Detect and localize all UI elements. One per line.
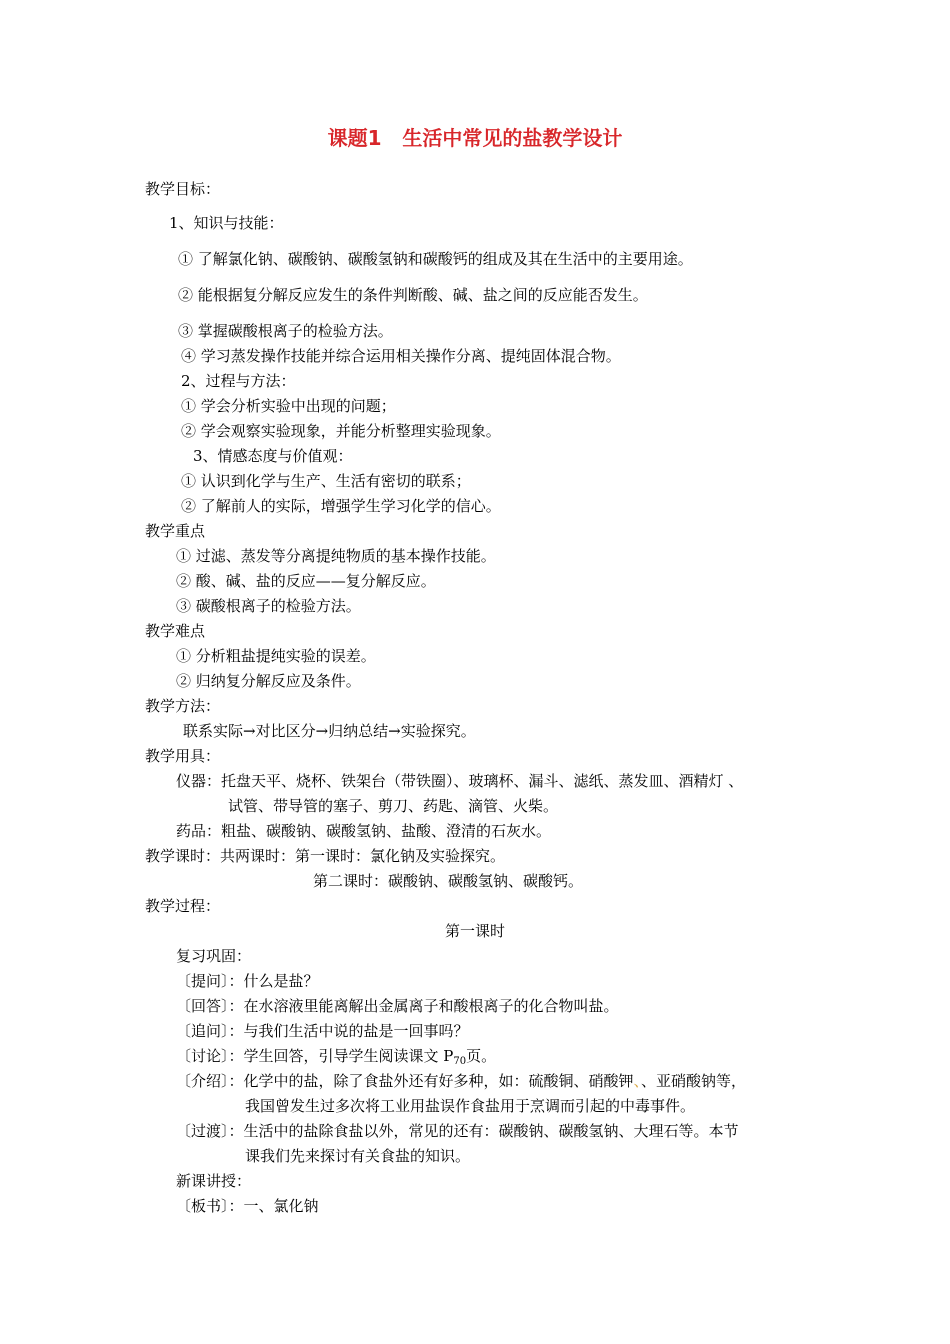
intro-line-2: 我国曾发生过多次将工业用盐误作食盐用于烹调而引起的中毒事件。 (245, 1097, 696, 1115)
knowledge-item-3: ③ 掌握碳酸根离子的检验方法。 (178, 322, 393, 340)
methods-heading: 教学方法： (145, 697, 221, 715)
tools-heading: 教学用具： (145, 747, 221, 765)
emotion-heading: 3、情感态度与价值观： (193, 447, 353, 465)
knowledge-heading: 1、知识与技能： (169, 214, 284, 232)
answer-line: 〔回答〕：在水溶液里能离解出金属离子和酸根离子的化合物叫盐。 (176, 997, 619, 1015)
knowledge-item-1: ① 了解氯化钠、碳酸钠、碳酸氢钠和碳酸钙的组成及其在生活中的主要用途。 (178, 250, 693, 268)
methods-text: 联系实际→对比区分→归纳总结→实验探究。 (183, 722, 476, 740)
objectives-heading: 教学目标： (145, 180, 221, 198)
key-points-heading: 教学重点 (145, 522, 206, 540)
emotion-item-2: ② 了解前人的实际，增强学生学习化学的信心。 (181, 497, 501, 515)
instruments-line-1: 仪器：托盘天平、烧杯、铁架台（带铁圈）、玻璃杯、漏斗、滤纸、蒸发皿、酒精灯 、 (176, 772, 744, 790)
process-heading: 2、过程与方法： (181, 372, 296, 390)
followup-line: 〔追问〕：与我们生活中说的盐是一回事吗？ (176, 1022, 469, 1040)
process-item-1: ① 学会分析实验中出现的问题； (181, 397, 396, 415)
lesson-title: 第一课时 (444, 922, 505, 940)
ask-line: 〔提问〕：什么是盐？ (176, 972, 319, 990)
title-text: 生活中常见的盐教学设计 (402, 126, 623, 150)
schedule-line-1: 教学课时：共两课时：第一课时：氯化钠及实验探究。 (145, 847, 506, 865)
difficulty-2: ② 归纳复分解反应及条件。 (176, 672, 361, 690)
discuss-line (176, 1046, 496, 1072)
transition-line-2: 课我们先来探讨有关食盐的知识。 (245, 1147, 471, 1165)
new-lesson-heading: 新课讲授： (176, 1172, 252, 1190)
page-title (0, 124, 950, 152)
review-heading: 复习巩固： (176, 947, 252, 965)
intro-text-a: 〔介绍〕：化学中的盐，除了食盐外还有好多种，如：硫酸铜、硝酸钾 (176, 1072, 634, 1090)
knowledge-item-4: ④ 学习蒸发操作技能并综合运用相关操作分离、提纯固体混合物。 (181, 347, 621, 365)
intro-dot: 、 (633, 1072, 642, 1090)
intro-line-1 (176, 1071, 746, 1091)
knowledge-item-2: ② 能根据复分解反应发生的条件判断酸、碱、盐之间的反应能否发生。 (178, 286, 648, 304)
key-point-1: ① 过滤、蒸发等分离提纯物质的基本操作技能。 (176, 547, 496, 565)
emotion-item-1: ① 认识到化学与生产、生活有密切的联系； (181, 472, 471, 490)
difficulty-1: ① 分析粗盐提纯实验的误差。 (176, 647, 376, 665)
schedule-line-2: 第二课时：碳酸钠、碳酸氢钠、碳酸钙。 (313, 872, 584, 890)
key-point-3: ③ 碳酸根离子的检验方法。 (176, 597, 361, 615)
key-point-2: ② 酸、碱、盐的反应——复分解反应。 (176, 572, 436, 590)
title-number: 课题1 (327, 126, 382, 150)
transition-line-1: 〔过渡〕：生活中的盐除食盐以外，常见的还有：碳酸钠、碳酸氢钠、大理石等。本节 (176, 1122, 739, 1140)
discuss-suffix: 页。 (466, 1047, 497, 1065)
discuss-text: 〔讨论〕：学生回答，引导学生阅读课文 P (176, 1047, 454, 1065)
instruments-line-2: 试管、带导管的塞子、剪刀、药匙、滴管、火柴。 (228, 797, 559, 815)
process-item-2: ② 学会观察实验现象，并能分析整理实验现象。 (181, 422, 501, 440)
reagents-line: 药品：粗盐、碳酸钠、碳酸氢钠、盐酸、澄清的石灰水。 (176, 822, 552, 840)
board-line: 〔板书〕：一、氯化钠 (176, 1197, 319, 1215)
procedure-heading: 教学过程： (145, 897, 221, 915)
difficulties-heading: 教学难点 (145, 622, 206, 640)
intro-text-b: 、亚硝酸钠等， (641, 1072, 747, 1090)
page-subscript: 70 (453, 1056, 467, 1067)
